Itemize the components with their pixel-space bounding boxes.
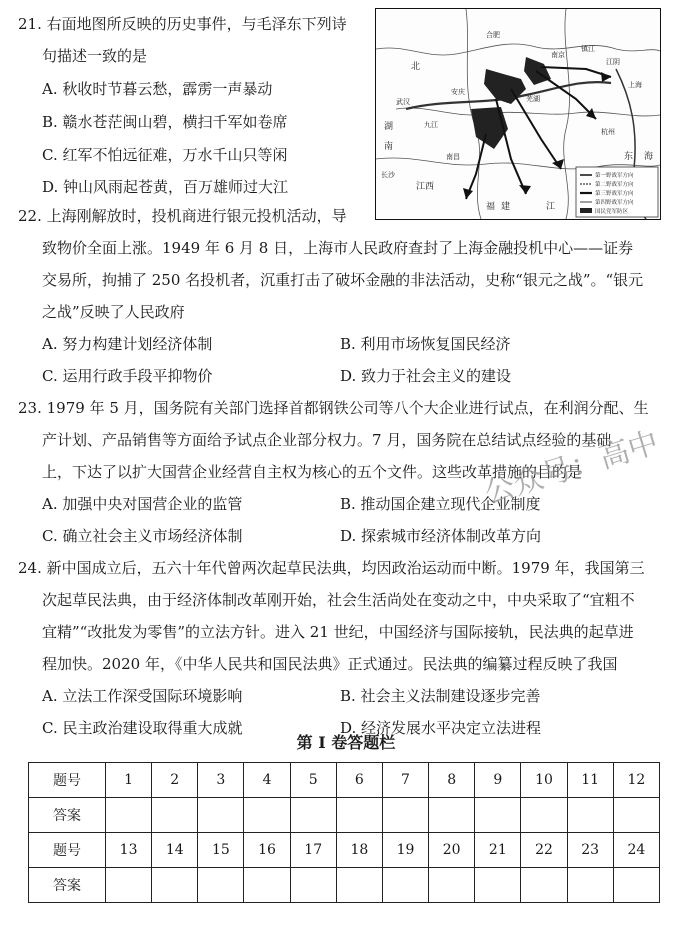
map-legend (576, 167, 658, 217)
row-label-answer: 答案 (29, 798, 106, 833)
q22-stem-line2: 致物价全面上涨。1949 年 6 月 8 日，上海市人民政府查封了上海金融投机中心——证券 (42, 239, 634, 257)
question-number-cell: 6 (336, 763, 382, 798)
q21-stem-line2: 句描述一致的是 (42, 47, 148, 65)
q23-stem-line3: 上，下达了以扩大国营企业经营自主权为核心的五个文件。这些改革措施的目的是 (42, 463, 583, 481)
question-number-cell: 12 (613, 763, 659, 798)
answer-cell[interactable] (336, 798, 382, 833)
map-label-jiangyin: 江阴 (606, 58, 620, 66)
question-number-cell: 5 (290, 763, 336, 798)
map-label-nanjing: 南京 (551, 51, 565, 59)
q21-stem-line1: 21. 右面地图所反映的历史事件，与毛泽东下列诗 (18, 15, 347, 33)
map-label-nanchang: 南昌 (446, 153, 460, 161)
answer-cell[interactable] (475, 868, 521, 903)
map-label-sea: 海 (644, 152, 654, 162)
q24-stem-line3: 宜精”“改批发为零售”的立法方针。进入 21 世纪，中国经济与国际接轨，民法典的起草进 (42, 623, 634, 641)
map-label-zhenjiang: 镇江 (581, 45, 595, 53)
map-legend-item-3: 第三野战军方向 (595, 191, 634, 197)
map-label-hangzhou: 杭州 (601, 128, 615, 136)
q22-stem-line3: 交易所，拘捕了 250 名投机者，沉重打击了破坏金融的非法活动，史称“银元之战”。“银元 (42, 271, 644, 289)
map-label-fu: 福 (486, 202, 496, 212)
question-number-cell: 2 (152, 763, 198, 798)
map-label-jian: 建 (501, 202, 511, 212)
q24-option-c: C. 民主政治建设取得重大成就 (42, 719, 243, 737)
answer-cell[interactable] (152, 868, 198, 903)
map-label-jiangxi: 江西 (416, 182, 435, 192)
question-number-cell: 18 (336, 833, 382, 868)
answer-cell[interactable] (475, 798, 521, 833)
question-number-cell: 3 (198, 763, 244, 798)
answer-row-2 (29, 868, 660, 903)
question-number-cell: 21 (475, 833, 521, 868)
q24-option-d: D. 经济发展水平决定立法进程 (340, 719, 542, 737)
answer-cell[interactable] (244, 868, 290, 903)
map-label-nan: 南 (384, 142, 394, 152)
map-legend-item-2: 第二野战军方向 (595, 182, 634, 188)
q24-option-b: B. 社会主义法制建设逐步完善 (340, 687, 541, 705)
map-label-hefei: 合肥 (486, 31, 500, 39)
map-label-shanghai: 上海 (628, 81, 642, 89)
answer-cell[interactable] (429, 798, 475, 833)
question-number-cell: 1 (106, 763, 152, 798)
question-number-cell: 16 (244, 833, 290, 868)
answer-cell[interactable] (382, 868, 428, 903)
q22-option-a: A. 努力构建计划经济体制 (42, 335, 213, 353)
answer-cell[interactable] (198, 868, 244, 903)
q21-option-c: C. 红军不怕远征难，万水千山只等闲 (42, 146, 288, 164)
q22-option-d: D. 致力于社会主义的建设 (340, 367, 512, 385)
answer-row-1 (29, 798, 660, 833)
q23-option-d: D. 探索城市经济体制改革方向 (340, 527, 542, 545)
row-label-answer: 答案 (29, 868, 106, 903)
answer-cell[interactable] (290, 868, 336, 903)
q21-option-a: A. 秋收时节暮云愁，霹雳一声暴动 (42, 80, 273, 98)
q23-option-c: C. 确立社会主义市场经济体制 (42, 527, 243, 545)
q23-stem-line2: 产计划、产品销售等方面给予试点企业部分权力。7 月，国务院在总结试点经验的基础 (42, 431, 612, 449)
question-number-cell: 9 (475, 763, 521, 798)
number-row-1 (29, 763, 660, 798)
answer-cell[interactable] (382, 798, 428, 833)
answer-cell[interactable] (613, 868, 659, 903)
answer-cell[interactable] (152, 798, 198, 833)
q21-option-b: B. 赣水苍茫闽山碧，横扫千军如卷席 (42, 113, 288, 131)
q22-stem-line1: 22. 上海刚解放时，投机商进行银元投机活动，导 (18, 207, 347, 225)
q23-option-a: A. 加强中央对国营企业的监管 (42, 495, 243, 513)
map-legend-item-5: 国民党军防区 (595, 209, 629, 215)
question-number-cell: 17 (290, 833, 336, 868)
map-legend-item-1: 第一野战军方向 (595, 173, 634, 179)
answer-cell[interactable] (613, 798, 659, 833)
question-number-cell: 4 (244, 763, 290, 798)
historical-map (375, 8, 661, 220)
watermark: 公众号：高中 (480, 425, 663, 512)
answer-cell[interactable] (106, 868, 152, 903)
question-number-cell: 8 (429, 763, 475, 798)
answer-cell[interactable] (567, 868, 613, 903)
q24-stem-line1: 24. 新中国成立后，五六十年代曾两次起草民法典，均因政治运动而中断。1979 年，我国第三 (18, 559, 645, 577)
answer-cell[interactable] (244, 798, 290, 833)
question-number-cell: 20 (429, 833, 475, 868)
answer-cell[interactable] (106, 798, 152, 833)
q24-option-a: A. 立法工作深受国际环境影响 (42, 687, 243, 705)
question-number-cell: 11 (567, 763, 613, 798)
question-number-cell: 7 (382, 763, 428, 798)
map-label-east: 东 (624, 152, 634, 162)
q21-option-d: D. 钟山风雨起苍黄，百万雄师过大江 (42, 178, 289, 196)
answer-cell[interactable] (290, 798, 336, 833)
map-label-wuhan: 武汉 (396, 98, 410, 106)
map-label-changsha: 长沙 (381, 171, 395, 179)
row-label-number: 题号 (29, 833, 106, 868)
map-label-bei: 北 (411, 62, 421, 72)
question-number-cell: 13 (106, 833, 152, 868)
map-label-jiujiang: 九江 (424, 121, 438, 129)
answer-cell[interactable] (336, 868, 382, 903)
question-number-cell: 10 (521, 763, 567, 798)
map-label-wuhu: 芜湖 (526, 95, 540, 103)
q22-option-c: C. 运用行政手段平抑物价 (42, 367, 213, 385)
answer-cell[interactable] (198, 798, 244, 833)
q23-option-b: B. 推动国企建立现代企业制度 (340, 495, 541, 513)
question-number-cell: 24 (613, 833, 659, 868)
map-label-anqing: 安庆 (451, 88, 465, 96)
question-number-cell: 19 (382, 833, 428, 868)
answer-cell[interactable] (567, 798, 613, 833)
answer-cell[interactable] (521, 798, 567, 833)
number-row-2 (29, 833, 660, 868)
answer-cell[interactable] (429, 868, 475, 903)
question-number-cell: 22 (521, 833, 567, 868)
map-legend-item-4: 第四野战军方向 (595, 200, 634, 206)
answer-section-title: 第 I 卷答题栏 (296, 733, 396, 752)
question-number-cell: 14 (152, 833, 198, 868)
row-label-number: 题号 (29, 763, 106, 798)
q24-stem-line4: 程加快。2020 年，《中华人民共和国民法典》正式通过。民法典的编纂过程反映了我国 (42, 655, 618, 673)
map-label-jiang: 江 (546, 202, 556, 212)
q22-stem-line4: 之战”反映了人民政府 (42, 303, 185, 321)
answer-cell[interactable] (521, 868, 567, 903)
question-number-cell: 23 (567, 833, 613, 868)
q22-option-b: B. 利用市场恢复国民经济 (340, 335, 511, 353)
q23-stem-line1: 23. 1979 年 5 月，国务院有关部门选择首都钢铁公司等八个大企业进行试点，在利润分配、生 (18, 399, 649, 417)
q24-stem-line2: 次起草民法典，由于经济体制改革刚开始，社会生活尚处在变动之中，中央采取了“宜粗不 (42, 591, 635, 609)
question-number-cell: 15 (198, 833, 244, 868)
map-label-hu: 湖 (384, 122, 394, 132)
answer-table (28, 762, 660, 903)
